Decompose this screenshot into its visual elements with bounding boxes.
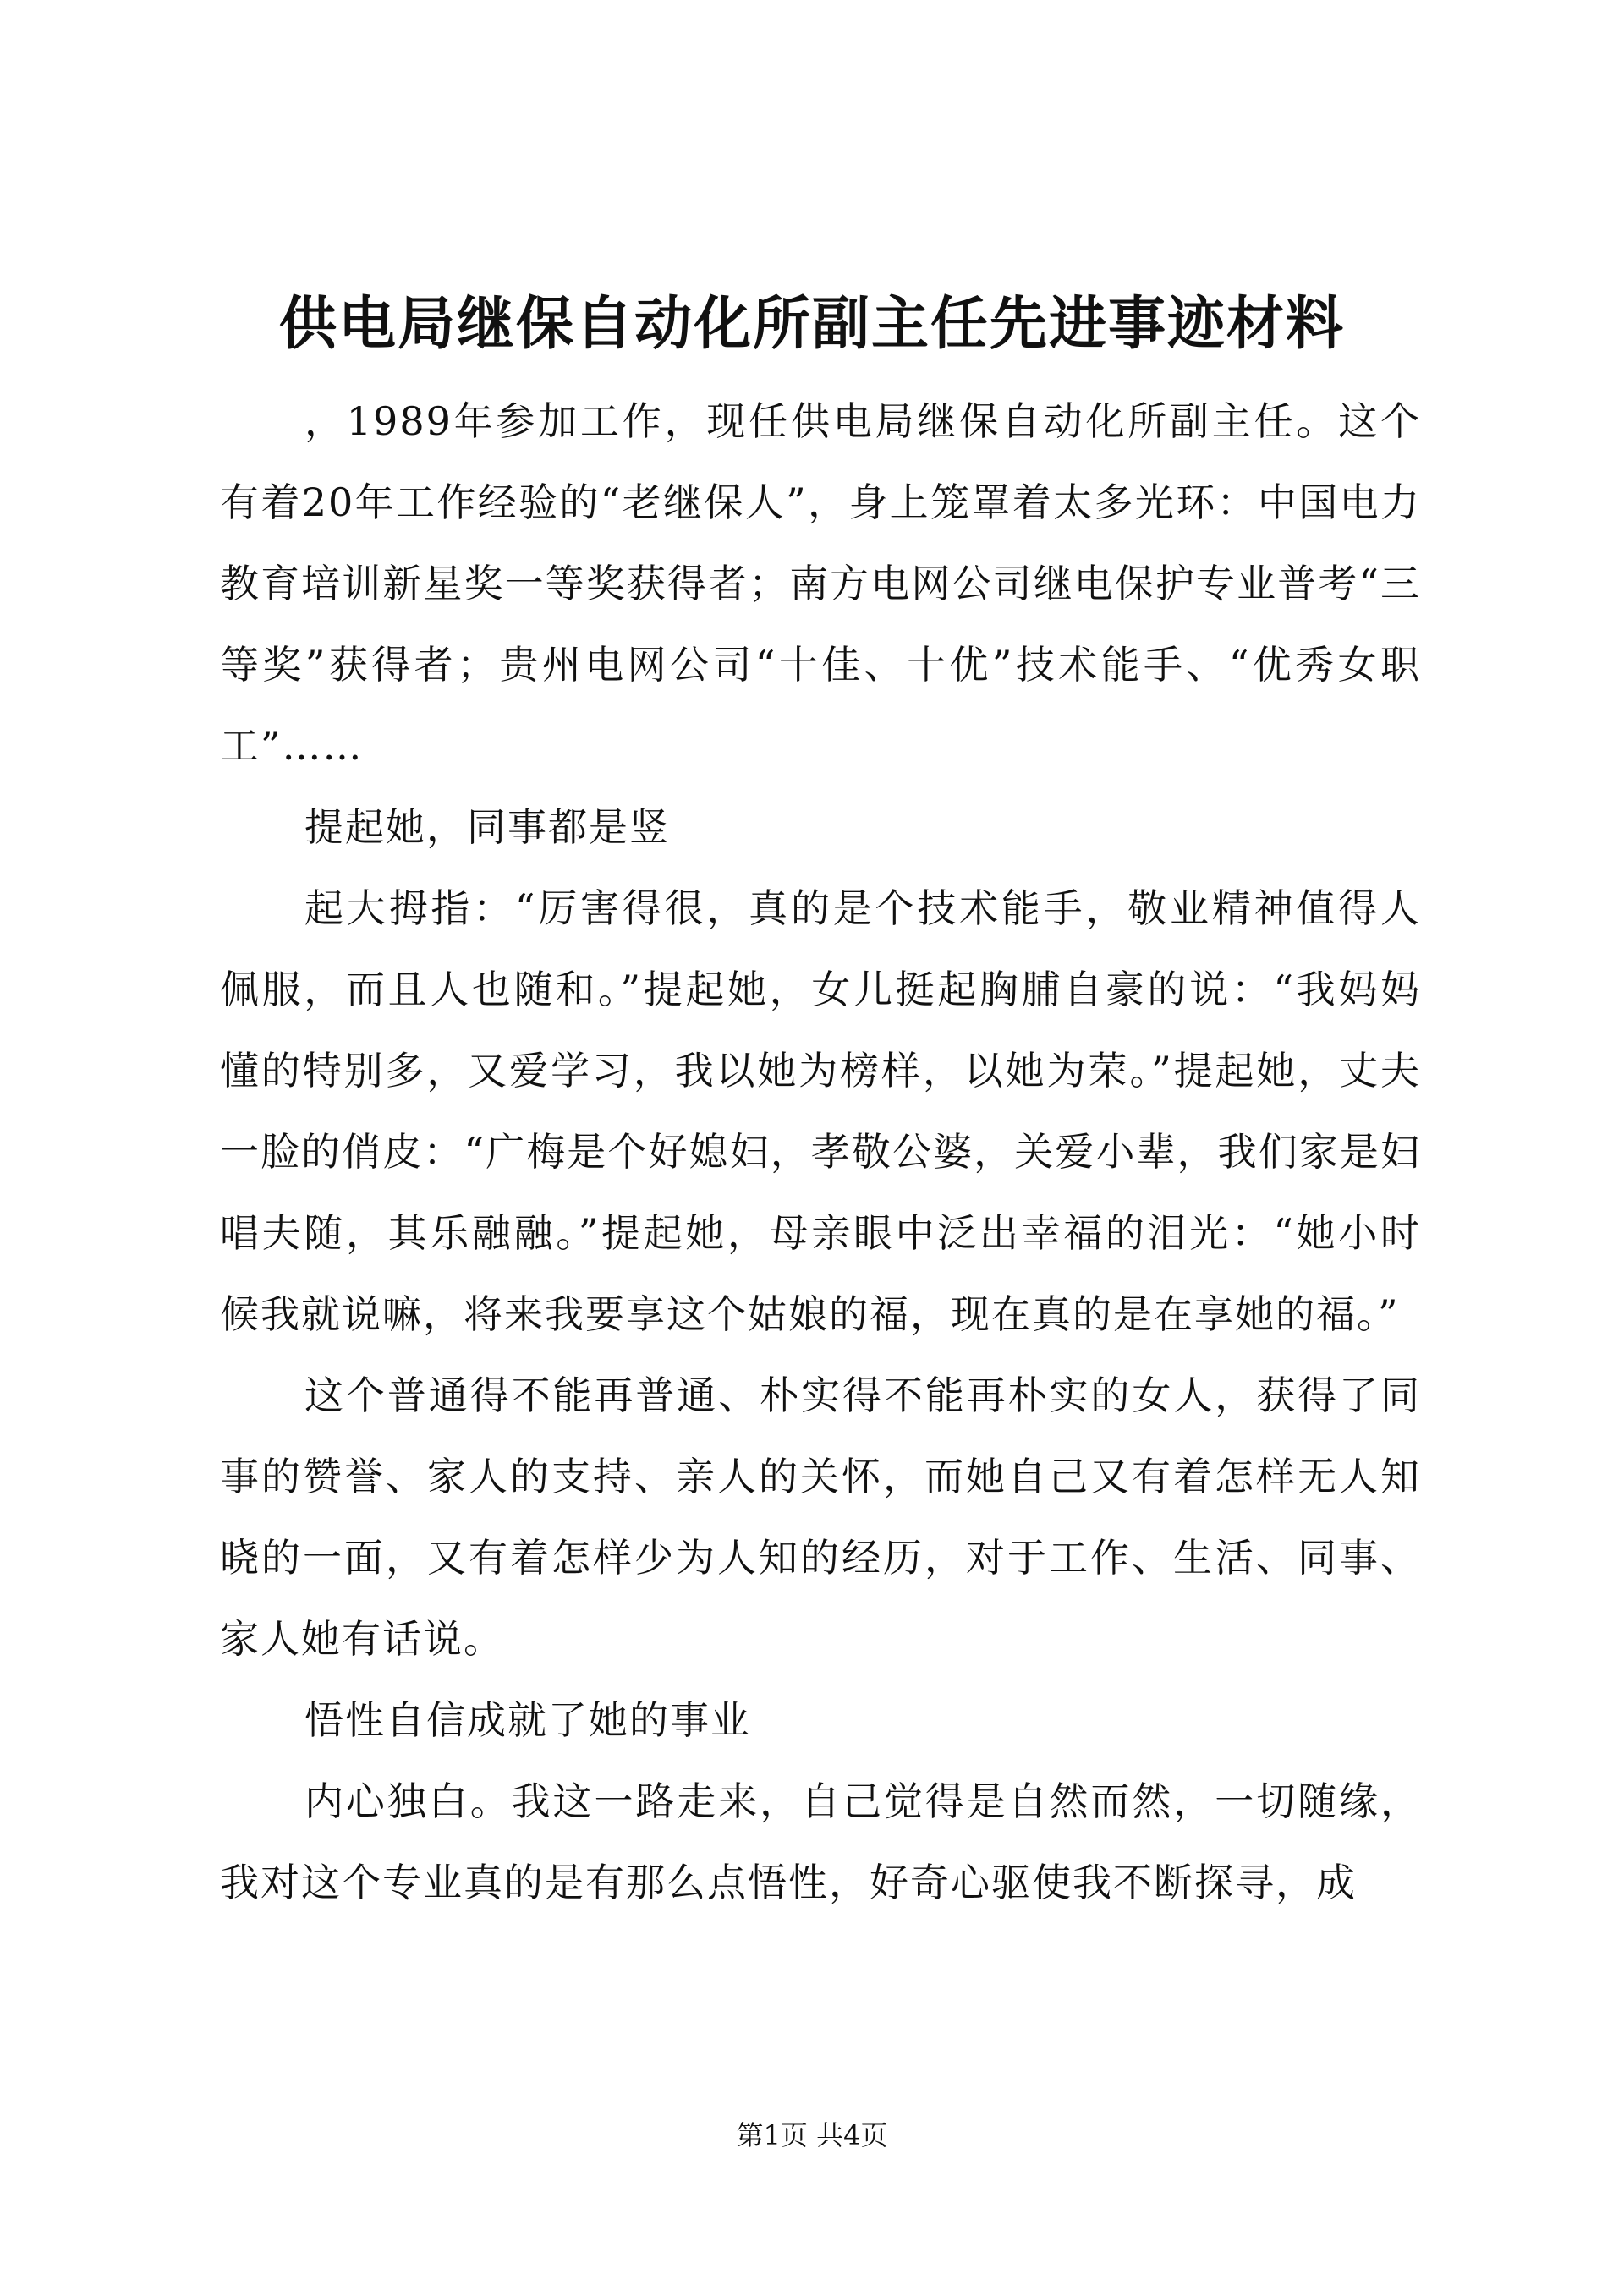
paragraph-inner-monologue: 内心独白。我这一路走来，自己觉得是自然而然，一切随缘，我对这个专业真的是有那么点悟性，好奇心驱使我不断探寻，成 — [220, 1778, 1421, 1905]
paragraph-ordinary-woman: 这个普通得不能再普通、朴实得不能再朴实的女人，获得了同事的赞誉、家人的支持、亲人的关怀，而她自己又有着怎样无人知晓的一面，又有着怎样少为人知的经历，对于工作、生活、同事、家人她有话说。 — [220, 1373, 1421, 1662]
section-heading: 悟性自信成就了她的事业 — [304, 1697, 751, 1743]
document-body — [220, 381, 1421, 1923]
paragraph-intro: ，1989年参加工作，现任供电局继保自动化所副主任。这个有着20年工作经验的“老继保人”，身上笼罩着太多光环：中国电力教育培训新星奖一等奖获得者；南方电网公司继电保护专业普考“三等奖”获得者；贵州电网公司“十佳、十优”技术能手、“优秀女职工”…… — [220, 398, 1421, 769]
paragraph-colleagues-lead: 提起她，同事都是竖 — [304, 804, 670, 850]
paragraph-praise: 起大拇指：“厉害得很，真的是个技术能手，敬业精神值得人佩服，而且人也随和。”提起她，女儿挺起胸脯自豪的说：“我妈妈懂的特别多，又爱学习，我以她为榜样，以她为荣。”提起她，丈夫一脸的俏皮：“广梅是个好媳妇，孝敬公婆，关爱小辈，我们家是妇唱夫随，其乐融融。”提起她，母亲眼中泛出幸福的泪光：“她小时候我就说嘛，将来我要享这个姑娘的福，现在真的是在享她的福。” — [220, 885, 1421, 1337]
document-title: 供电局继保自动化所副主任先进事迹材料 — [278, 290, 1345, 358]
page-number-footer: 第1页 共4页 — [736, 2119, 888, 2151]
